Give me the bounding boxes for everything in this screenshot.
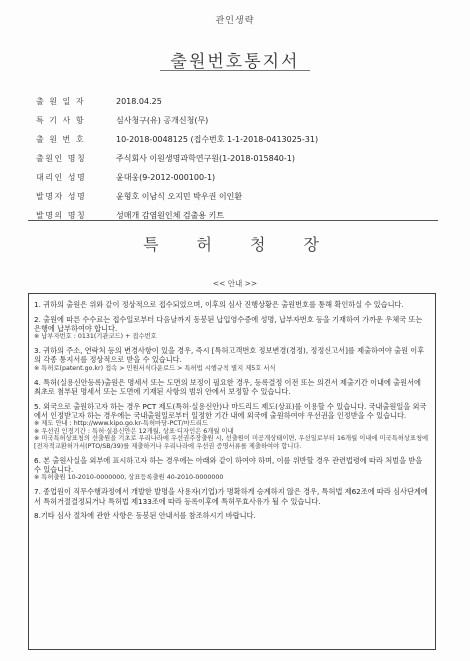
field-row <box>36 92 436 111</box>
title-divider <box>160 70 310 71</box>
notice-item-text: 5. 외국으로 출원하고자 하는 경우 PCT 제도(특허·실용신안)나 마드리드 제도(상표)를 이용할 수 있습니다. 국내출원일을 외국에서 인정받고자 하는 경우에는 국내출원일로부터 일정한 기간 내에 외국에 출원하여야 우선권을 인정받을 수 있습니다. <box>34 401 427 420</box>
notice-item-text: 3. 귀하의 주소, 연락처 등의 변경사항이 있을 경우, 즉시 [특허고객번호 정보변경(경정), 정정신고서]를 제출하여야 출원 이후의 각종 통지서를 정상적으로 받을 수 있습니다. <box>34 346 425 365</box>
notice-item-note: ※ 특허출원 10-2010-0000000, 상표등록출원 40-2010-0000000 <box>34 474 224 482</box>
field-row <box>36 149 436 168</box>
field-label: 특 기 사 항 <box>36 116 86 125</box>
document-title: 출원번호통지서 <box>170 52 300 72</box>
notice-item-text: 6. 본 출원사실을 외부에 표시하고자 하는 경우에는 아래와 같이 하여야 하며, 이를 위반할 경우 관련법령에 따라 처벌을 받을 수 있습니다. <box>34 455 423 475</box>
notice-item-text: 4. 특허(실용신안등록)출원은 명세서 또는 도면의 보정이 필요한 경우, 등록결정 이전 또는 의견서 제출기간 이내에 출원서에 최초로 첨부된 명세서 또는 도면에 기재된 사항의 범위 안에서 보정할 수 있습니다. <box>34 377 421 396</box>
notice-item-note: ※ 우선권 인정기간 : 특허·실용신안은 12개월, 상표·디자인은 6개월 이내 <box>34 427 234 435</box>
notice-item-note: ※ 납부자번호 : 0131(기관코드) + 접수번호 <box>34 333 157 341</box>
field-label: 출 원 일 자 <box>36 97 86 106</box>
field-row <box>36 130 436 149</box>
field-label: 대리인 성명 <box>36 173 87 182</box>
field-value: 주식회사 이원생명과학연구원(1-2018-015840-1) <box>116 154 295 163</box>
field-value: 성매개 감염원인체 검출용 키트 <box>116 211 225 220</box>
field-label: 발명자 성명 <box>36 192 87 201</box>
notice-box <box>28 293 436 650</box>
field-value: 2018.04.25 <box>116 97 162 106</box>
notice-item <box>34 456 430 482</box>
field-label: 출원인 명칭 <box>36 154 87 163</box>
notice-item-text: 8.기타 심사 절차에 관한 사항은 동봉된 안내서를 참조하시기 바랍니다. <box>34 511 256 521</box>
notice-item <box>34 300 430 309</box>
field-value: 윤대웅(9-2012-000100-1) <box>116 173 216 182</box>
field-row <box>36 168 436 187</box>
section-divider <box>28 220 438 221</box>
notice-item-note: ※ 특허로(patent.go.kr) 접속 > 민원서식다운로드 > 특허법 시행규칙 별지 제5호 서식 <box>34 364 276 372</box>
field-value: 윤형호 이남식 오지민 박우권 이인환 <box>116 192 243 201</box>
field-value: 10-2018-0048125 (접수번호 1-1-2018-0413025-31) <box>116 135 319 144</box>
issuing-office: 특허청장 <box>143 235 357 254</box>
notice-item <box>34 487 430 505</box>
field-label: 출 원 번 호 <box>36 135 86 144</box>
notice-item-text: 1. 귀하의 출원은 위와 같이 정상적으로 접수되었으며, 이후의 심사 진행상황은 출원번호를 통해 확인하실 수 있습니다. <box>34 300 404 309</box>
field-row <box>36 111 436 130</box>
field-label: 발명의 명칭 <box>36 211 87 220</box>
notice-item-text: 2. 출원에 따른 수수료는 접수일로부터 다음날까지 동봉된 납입영수증에 성명, 납부자번호 등을 기재하여 가까운 우체국 또는 은행에 납부하여야 합니다. <box>34 314 423 333</box>
field-row <box>36 187 436 206</box>
notice-item <box>34 378 430 396</box>
notice-item-note: ※ 미국특허상표청의 선출원을 기초로 우리나라에 우선권주장출원 시, 선출원이 미공개상태이면, 우선일로부터 16개월 이내에 미국특허상표청에 [전자적교환허가서(PTO/SB/39)를 제출하거나 우리나라에 우선권 증명서류를 제출하여야 합니다. <box>34 435 429 450</box>
notice-item <box>34 315 430 341</box>
application-fields <box>36 92 436 225</box>
notice-heading: << 안내 >> <box>212 279 258 288</box>
notice-item <box>34 346 430 372</box>
field-value: 심사청구(유) 공개신청(무) <box>116 116 209 125</box>
field-row <box>36 206 436 225</box>
notice-item <box>34 511 430 520</box>
notice-item-text: 7. 종업원이 직무수행과정에서 개발한 발명을 사용자(기업)가 명확하게 승계하지 않은 경우, 특허법 제62조에 따라 심사단계에서 특허거절결정되거나 특허법 제133조에 따라 등록이후에 특허무효사유가 될 수 있습니다. <box>34 487 428 506</box>
seal-omitted-label: 관인생략 <box>215 16 255 26</box>
notice-item <box>34 402 430 451</box>
notice-item-note: ※ 제도 안내 : http://www.kipo.go.kr-특허마당-PCT/마드리드 <box>34 420 208 428</box>
